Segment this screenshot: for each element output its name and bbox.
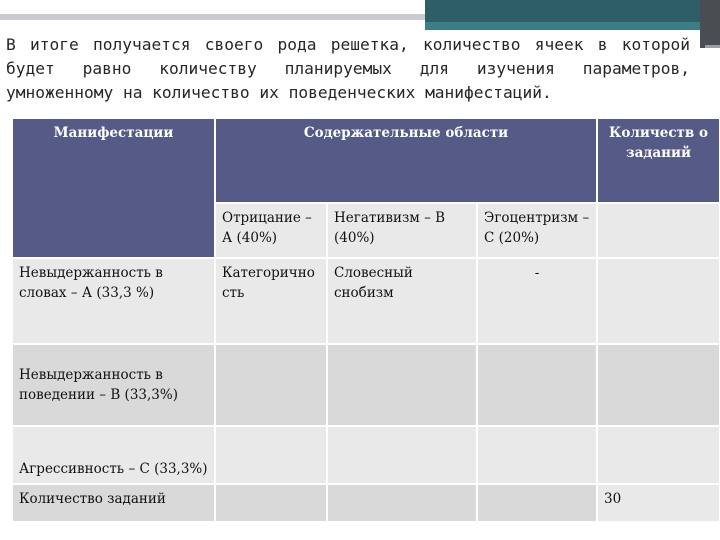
table-row — [12, 258, 720, 344]
area-cell-c: Эгоцентризм – С (20%) — [477, 203, 597, 258]
manifestation-table — [11, 117, 720, 523]
area-cell-b: Негативизм – В (40%) — [327, 203, 477, 258]
intro-paragraph — [6, 33, 690, 105]
table-cell — [215, 344, 327, 426]
table-cell — [477, 344, 597, 426]
table-cell — [597, 258, 720, 344]
table-cell — [327, 344, 477, 426]
table-row — [12, 344, 720, 426]
table-row — [12, 484, 720, 522]
table-row — [12, 426, 720, 484]
top-teal-stripe — [425, 22, 700, 30]
table-cell — [327, 426, 477, 484]
intro-line: умноженному на количество их поведенческих манифестаций. — [6, 83, 552, 102]
table-cell — [597, 426, 720, 484]
header-manifestations: Манифестации — [12, 118, 215, 258]
intro-line: будет равно количеству планируемых для изучения параметров, — [6, 59, 690, 78]
table-cell: Категорично сть — [215, 258, 327, 344]
table-cell — [215, 484, 327, 522]
intro-line: В итоге получается своего рода решетка, количество ячеек в которой — [6, 35, 690, 54]
area-count-cell — [597, 203, 720, 258]
table-cell — [215, 426, 327, 484]
table-cell — [477, 484, 597, 522]
header-content-areas: Содержательные области — [215, 118, 597, 203]
row-label: Невыдержанность в поведении – В (33,3%) — [12, 344, 215, 426]
top-left-stripe — [0, 14, 430, 20]
row-label: Количество заданий — [12, 484, 215, 522]
table-cell — [327, 484, 477, 522]
header-task-count: Количеств о заданий — [597, 118, 720, 203]
table-cell — [597, 344, 720, 426]
top-right-line — [705, 45, 720, 48]
total-tasks-cell: 30 — [597, 484, 720, 522]
row-label: Агрессивность – С (33,3%) — [12, 426, 215, 484]
row-label: Невыдержанность в словах – А (33,3 %) — [12, 258, 215, 344]
table-cell: - — [477, 258, 597, 344]
area-cell-a: Отрицание – А (40%) — [215, 203, 327, 258]
table-cell: Словесный снобизм — [327, 258, 477, 344]
table-cell — [477, 426, 597, 484]
top-right-block — [700, 0, 720, 48]
top-teal-band — [425, 0, 700, 22]
